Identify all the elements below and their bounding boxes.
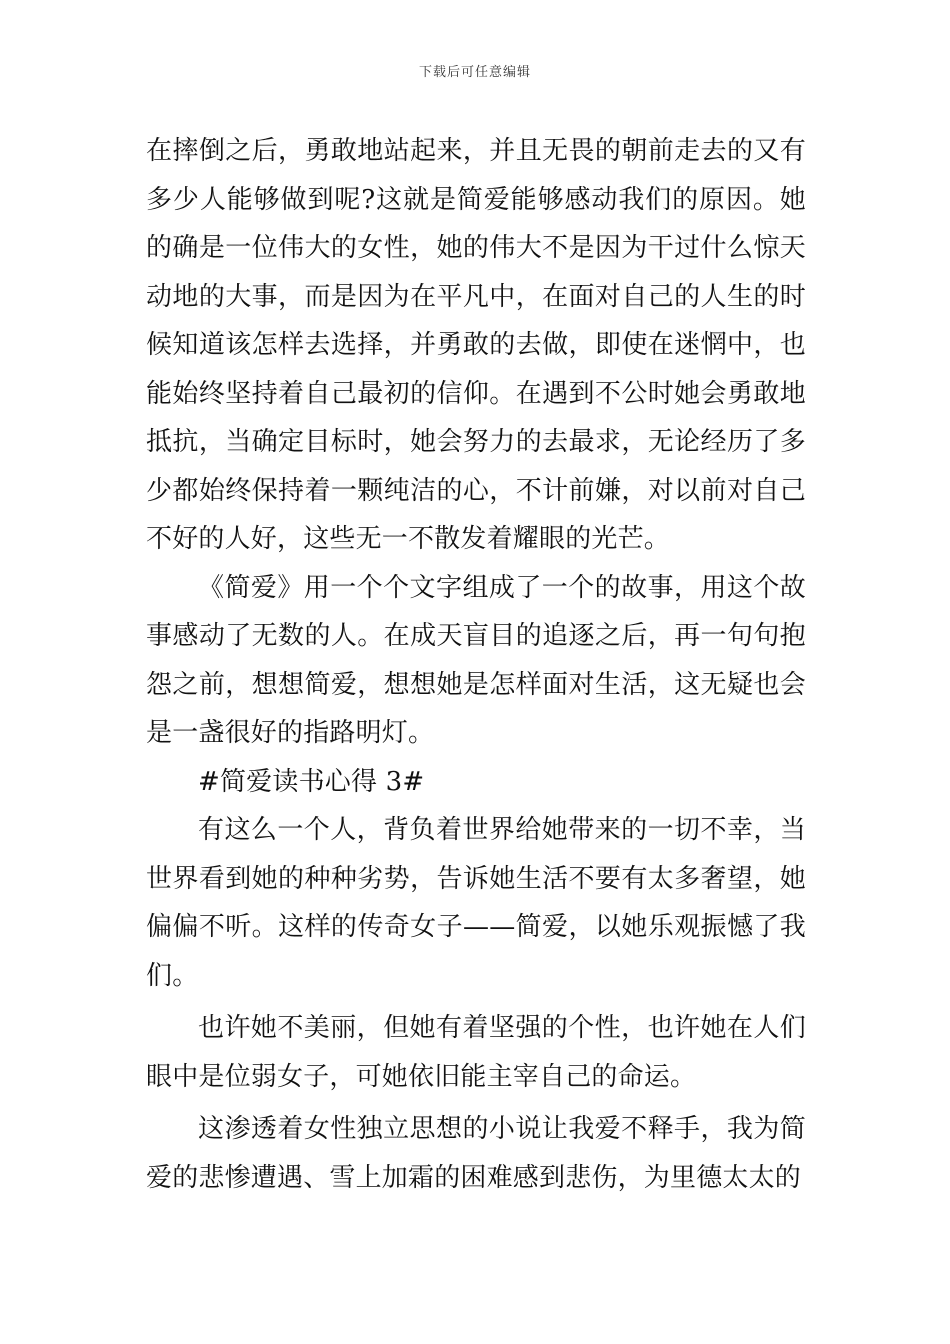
- paragraph-5: 这渗透着女性独立思想的小说让我爱不释手，我为简爱的悲惨遭遇、雪上加霜的困难感到悲伤，为里德太太的: [146, 1114, 806, 1193]
- paragraph-2: 《简爱》用一个个文字组成了一个的故事，用这个故事感动了无数的人。在成天盲目的追逐之后，再一句句抱怨之前，想想简爱，想想她是怎样面对生活，这无疑也会是一盏很好的指路明灯。: [146, 572, 806, 748]
- paragraph-4: 也许她不美丽，但她有着坚强的个性，也许她在人们眼中是位弱女子，可她依旧能主宰自己的命运。: [146, 1013, 806, 1092]
- page-header-note: 下载后可任意编辑: [418, 65, 531, 80]
- section-heading: #简爱读书心得 3#: [198, 766, 425, 797]
- paragraph-3: 有这么一个人，背负着世界给她带来的一切不幸，当世界看到她的种种劣势，告诉她生活不要有太多奢望，她偏偏不听。这样的传奇女子——简爱，以她乐观振憾了我们。: [146, 815, 806, 991]
- paragraph-1: 在摔倒之后，勇敢地站起来，并且无畏的朝前走去的又有多少人能够做到呢?这就是简爱能够感动我们的原因。她的确是一位伟大的女性，她的伟大不是因为干过什么惊天动地的大事，而是因为在平凡中，在面对自己的人生的时候知道该怎样去选择，并勇敢的去做，即使在迷惘中，也能始终坚持着自己最初的信仰。在遇到不公时她会勇敢地抵抗，当确定目标时，她会努力的去最求，无论经历了多少都始终保持着一颗纯洁的心，不计前嫌，对以前对自己不好的人好，这些无一不散发着耀眼的光芒。: [146, 136, 806, 554]
- document-body: [146, 127, 806, 1202]
